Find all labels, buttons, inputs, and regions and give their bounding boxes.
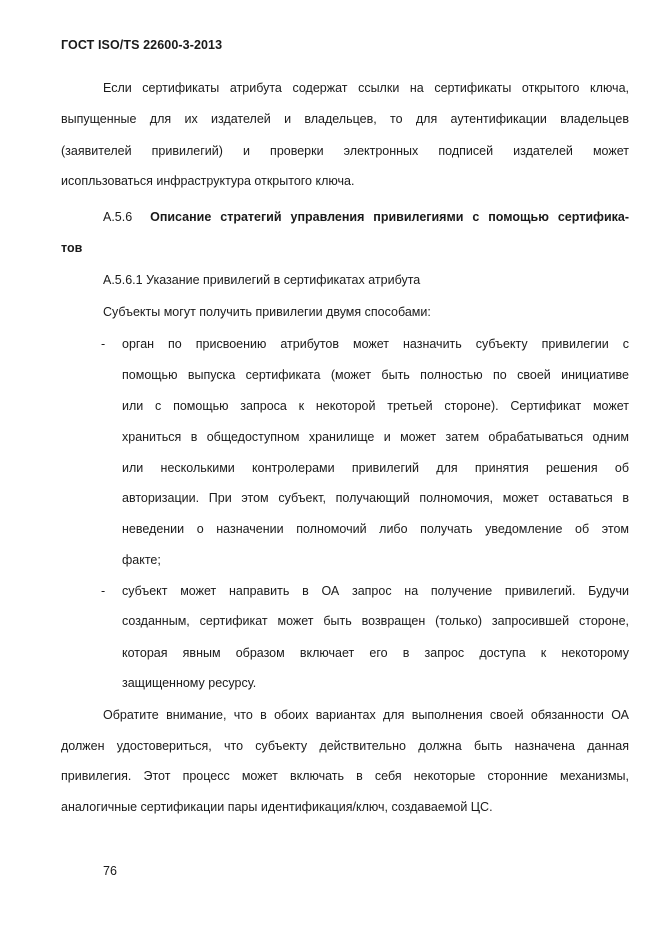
page-number: 76	[103, 864, 117, 878]
paragraph-line: аналогичные сертификации пары идентификация/ключ, создаваемой ЦС.	[61, 800, 493, 814]
bullet-line: факте;	[122, 553, 161, 567]
section-title: Описание стратегий управления привилегиями с помощью сертифика-	[150, 210, 629, 224]
bullet-line: помощью выпуска сертификата (может быть полностью по своей инициативе	[122, 368, 629, 382]
bullet-line: или несколькими контролерами привилегий для принятия решения об	[122, 461, 629, 475]
bullet-line: которая явным образом включает его в запрос доступа к некоторому	[122, 646, 629, 660]
bullet-line: неведении о назначении полномочий либо получать уведомление об этом	[122, 522, 629, 536]
bullet-line: или с помощью запроса к некоторой третьей стороне). Сертификат может	[122, 399, 629, 413]
bullet-line: храниться в общедоступном хранилище и может затем обрабатываться одним	[122, 430, 629, 444]
paragraph-line: выпущенные для их издателей и владельцев, то для аутентификации владельцев	[61, 112, 629, 126]
section-heading	[103, 209, 629, 225]
paragraph-line: привилегия. Этот процесс может включать в себя некоторые сторонние механизмы,	[61, 769, 629, 783]
section-number: А.5.6	[103, 210, 133, 224]
paragraph-line: должен удостовериться, что субъекту действительно должна быть назначена данная	[61, 739, 629, 753]
bullet-line: авторизации. При этом субъект, получающий полномочия, может оставаться в	[122, 491, 629, 505]
section-title-continued: тов	[61, 241, 83, 255]
subsection-heading: А.5.6.1 Указание привилегий в сертификатах атрибута	[103, 273, 421, 287]
bullet-line: орган по присвоению атрибутов может назначить субъекту привилегии с	[122, 337, 629, 351]
intro-line: Субъекты могут получить привилегии двумя способами:	[103, 305, 431, 319]
paragraph-line: исопльзоваться инфраструктура открытого ключа.	[61, 174, 355, 188]
bullet-dash: -	[101, 584, 106, 598]
paragraph-line: (заявителей привилегий) и проверки электронных подписей издателей может	[61, 144, 629, 158]
bullet-line: созданным, сертификат может быть возвращен (только) запросившей стороне,	[122, 614, 629, 628]
bullet-line: защищенному ресурсу.	[122, 676, 257, 690]
bullet-dash: -	[101, 337, 106, 351]
paragraph-line: Если сертификаты атрибута содержат ссылки на сертификаты открытого ключа,	[103, 81, 629, 95]
paragraph-line: Обратите внимание, что в обоих вариантах для выполнения своей обязанности ОА	[103, 708, 629, 722]
document-header: ГОСТ ISO/TS 22600-3-2013	[61, 38, 223, 52]
bullet-line: субъект может направить в ОА запрос на получение привилегий. Будучи	[122, 584, 629, 598]
